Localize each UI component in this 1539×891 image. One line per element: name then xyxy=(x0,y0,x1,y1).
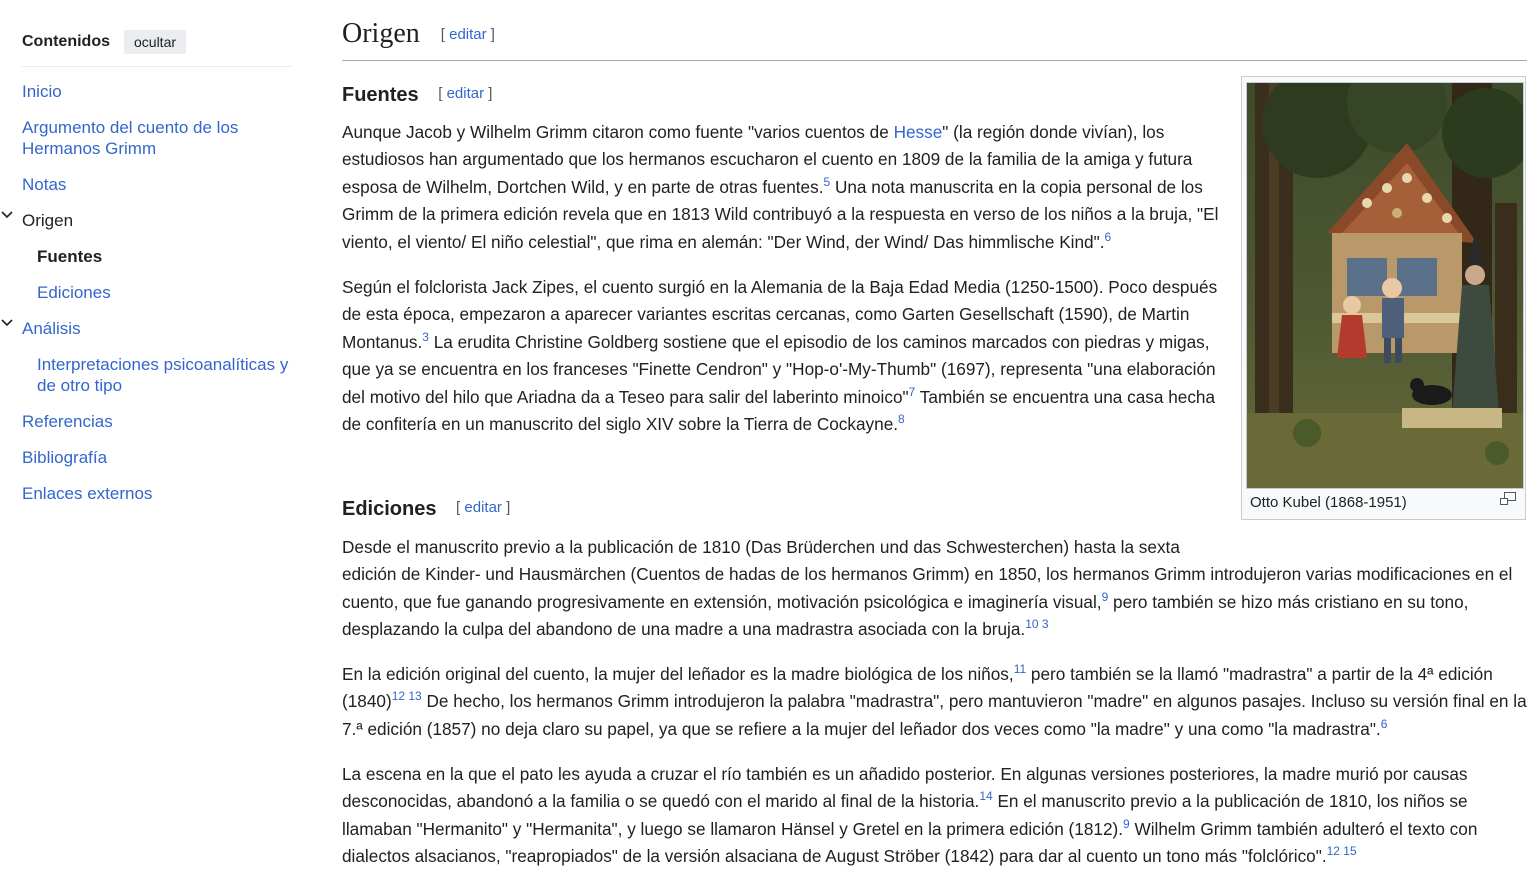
paragraph xyxy=(342,534,1527,644)
subsection-title: Ediciones xyxy=(342,498,437,520)
reference[interactable]: 3 xyxy=(422,329,429,344)
text: Wilhelm Grimm también adulteró el texto con dialectos alsacianos, "reapropiados" de la versión alsaciana de August Ströber (1842) para dar al cuento un tono más "folclórico". xyxy=(342,818,1478,867)
toc-hide-button[interactable]: ocultar xyxy=(124,30,186,54)
text: Aunque Jacob y Wilhelm Grimm citaron como fuente "varios cuentos de xyxy=(342,122,894,142)
reference[interactable]: 12 13 xyxy=(391,689,422,704)
reference[interactable]: 7 xyxy=(908,384,916,399)
reference[interactable]: 6 xyxy=(1104,229,1112,244)
toc-item-analisis-label: Análisis xyxy=(22,319,81,338)
figure-caption: Otto Kubel (1868-1951) xyxy=(1250,494,1407,511)
subsection-title: Fuentes xyxy=(342,84,419,106)
section-title: Origen xyxy=(342,18,420,49)
text: edición de Kinder- und Hausmärchen (Cuentos de hadas de los hermanos Grimm) en 1850, los hermanos Grimm introdujeron varias modificaciones en el cuento, que fue ganando progresivamente en extensión, motivación psicológica e imaginería visual, xyxy=(342,564,1513,612)
paragraph xyxy=(342,761,1527,871)
toc-item-referencias[interactable]: Referencias xyxy=(22,412,113,431)
reference[interactable]: 10 3 xyxy=(1025,617,1049,632)
reference[interactable]: 9 xyxy=(1101,589,1109,604)
toc-item-fuentes[interactable]: Fuentes xyxy=(37,247,103,266)
paragraph xyxy=(342,119,1222,256)
chevron-down-icon[interactable] xyxy=(0,208,14,222)
toc-item-notas[interactable]: Notas xyxy=(22,175,67,194)
toc-item-inicio[interactable]: Inicio xyxy=(22,82,62,101)
reference[interactable]: 11 xyxy=(1013,662,1027,676)
section-heading-origen xyxy=(342,18,495,50)
toc-header xyxy=(22,28,292,67)
edit-link[interactable]: editar xyxy=(464,499,502,516)
chevron-down-icon[interactable] xyxy=(0,316,14,330)
toc-item-origen[interactable] xyxy=(22,210,73,231)
text: Una nota manuscrita en la copia personal de los Grimm de la primera edición revela que en 1813 Wild contribuyó a la respuesta en verso de los niños a la bruja, "El viento, el viento/ El niño celestial", que rima en alemán: "Der Wind, der Wind/ Das himmlische Kind". xyxy=(342,176,1219,252)
heading-divider xyxy=(342,60,1527,61)
text: La escena en la que el pato les ayuda a cruzar el río también es un añadido posterior. En algunas versiones posteriores, la madre murió por causas desconocidas, abandonó a la familia o se quedó con el marido al final de la historia. xyxy=(342,764,1468,812)
thumbnail-figure xyxy=(1241,76,1526,520)
edit-section-link: [ editar ] xyxy=(438,85,493,102)
text: " (la región donde vivían), los estudiosos han argumentado que los hermanos escucharon el cuento en 1809 de la familia de la amiga y futura esposa de Wilhelm, Dortchen Wild, y en parte de otras fuentes. xyxy=(342,122,1193,197)
toc-title: Contenidos xyxy=(22,33,110,50)
edit-section-link: [ editar ] xyxy=(440,26,495,43)
edit-link[interactable]: editar xyxy=(446,85,485,102)
subsection-heading-ediciones xyxy=(342,498,510,521)
link-hesse[interactable]: Hesse xyxy=(893,122,943,142)
toc-item-origen-label: Origen xyxy=(22,211,74,230)
reference[interactable]: 5 xyxy=(823,174,831,189)
edit-section-link: [ editar ] xyxy=(456,499,511,516)
toc-item-argumento[interactable]: Argumento del cuento de los Hermanos Grimm xyxy=(22,118,239,158)
subsection-heading-fuentes xyxy=(342,84,492,107)
reference[interactable]: 6 xyxy=(1380,716,1388,731)
text: También se encuentra una casa hecha de confitería en un manuscrito del siglo XIV sobre la Tierra de Cockayne. xyxy=(342,386,1216,435)
text: Según el folclorista Jack Zipes, el cuento surgió en la Alemania de la Baja Edad Media (1250-1500). Poco después de esta época, empezaron a aparecer variantes escritas cercanas, como Garten Gesellschaft (1590), de Martin Montanus. xyxy=(342,277,1218,352)
paragraph xyxy=(342,661,1527,743)
text: En el manuscrito previo a la publicación de 1810, los niños se llamaban "Hermanito" y "Hermanita", y luego se llamaron Hänsel y Gretel en la primera edición (1812). xyxy=(342,791,1468,839)
text: pero también se hizo más cristiano en su tono, desplazando la culpa del abandono de una madre a una madrastra asociada con la bruja. xyxy=(342,591,1469,640)
edit-link[interactable]: editar xyxy=(449,26,487,43)
text: En la edición original del cuento, la mujer del leñador es la madre biológica de los niños, xyxy=(342,664,1014,684)
toc-item-interpretaciones[interactable]: Interpretaciones psicoanalíticas y de otro tipo xyxy=(37,355,289,395)
reference[interactable]: 12 15 xyxy=(1326,844,1357,859)
table-of-contents xyxy=(22,28,292,503)
illustration-hansel-gretel[interactable] xyxy=(1246,82,1524,489)
text: pero también se la llamó "madrastra" a partir de la 4ª edición (1840) xyxy=(342,664,1493,712)
toc-item-enlaces[interactable]: Enlaces externos xyxy=(22,484,153,503)
reference[interactable]: 9 xyxy=(1123,816,1130,831)
toc-item-ediciones[interactable]: Ediciones xyxy=(37,283,111,302)
reference[interactable]: 8 xyxy=(898,412,905,427)
text: Desde el manuscrito previo a la publicación de 1810 (Das Brüderchen und das Schwesterchen) hasta la sexta xyxy=(342,537,1180,557)
toc-item-bibliografia[interactable]: Bibliografía xyxy=(22,448,108,467)
illustration-image xyxy=(1247,83,1523,488)
text: De hecho, los hermanos Grimm introdujeron la palabra "madrastra", pero mantuvieron "madre" en algunos pasajes. Incluso su versión final en la 7.ª edición (1857) no deja claro su papel, ya que se refiere a la mujer del leñador dos veces como "la madre" y una como "la madrastra". xyxy=(342,691,1527,739)
enlarge-icon[interactable] xyxy=(1500,492,1516,506)
paragraph xyxy=(342,274,1222,438)
reference[interactable]: 14 xyxy=(979,789,993,804)
text: La erudita Christine Goldberg sostiene que el episodio de los caminos marcados con piedras y migas, que ya se encuentra en los franceses "Finette Cendron" y "Hop-o'-My-Thumb" (1697), representa "una elaboración del motivo del hilo que Ariadna da a Teseo para salir del laberinto minoico" xyxy=(342,331,1216,407)
toc-item-analisis[interactable] xyxy=(22,318,81,339)
